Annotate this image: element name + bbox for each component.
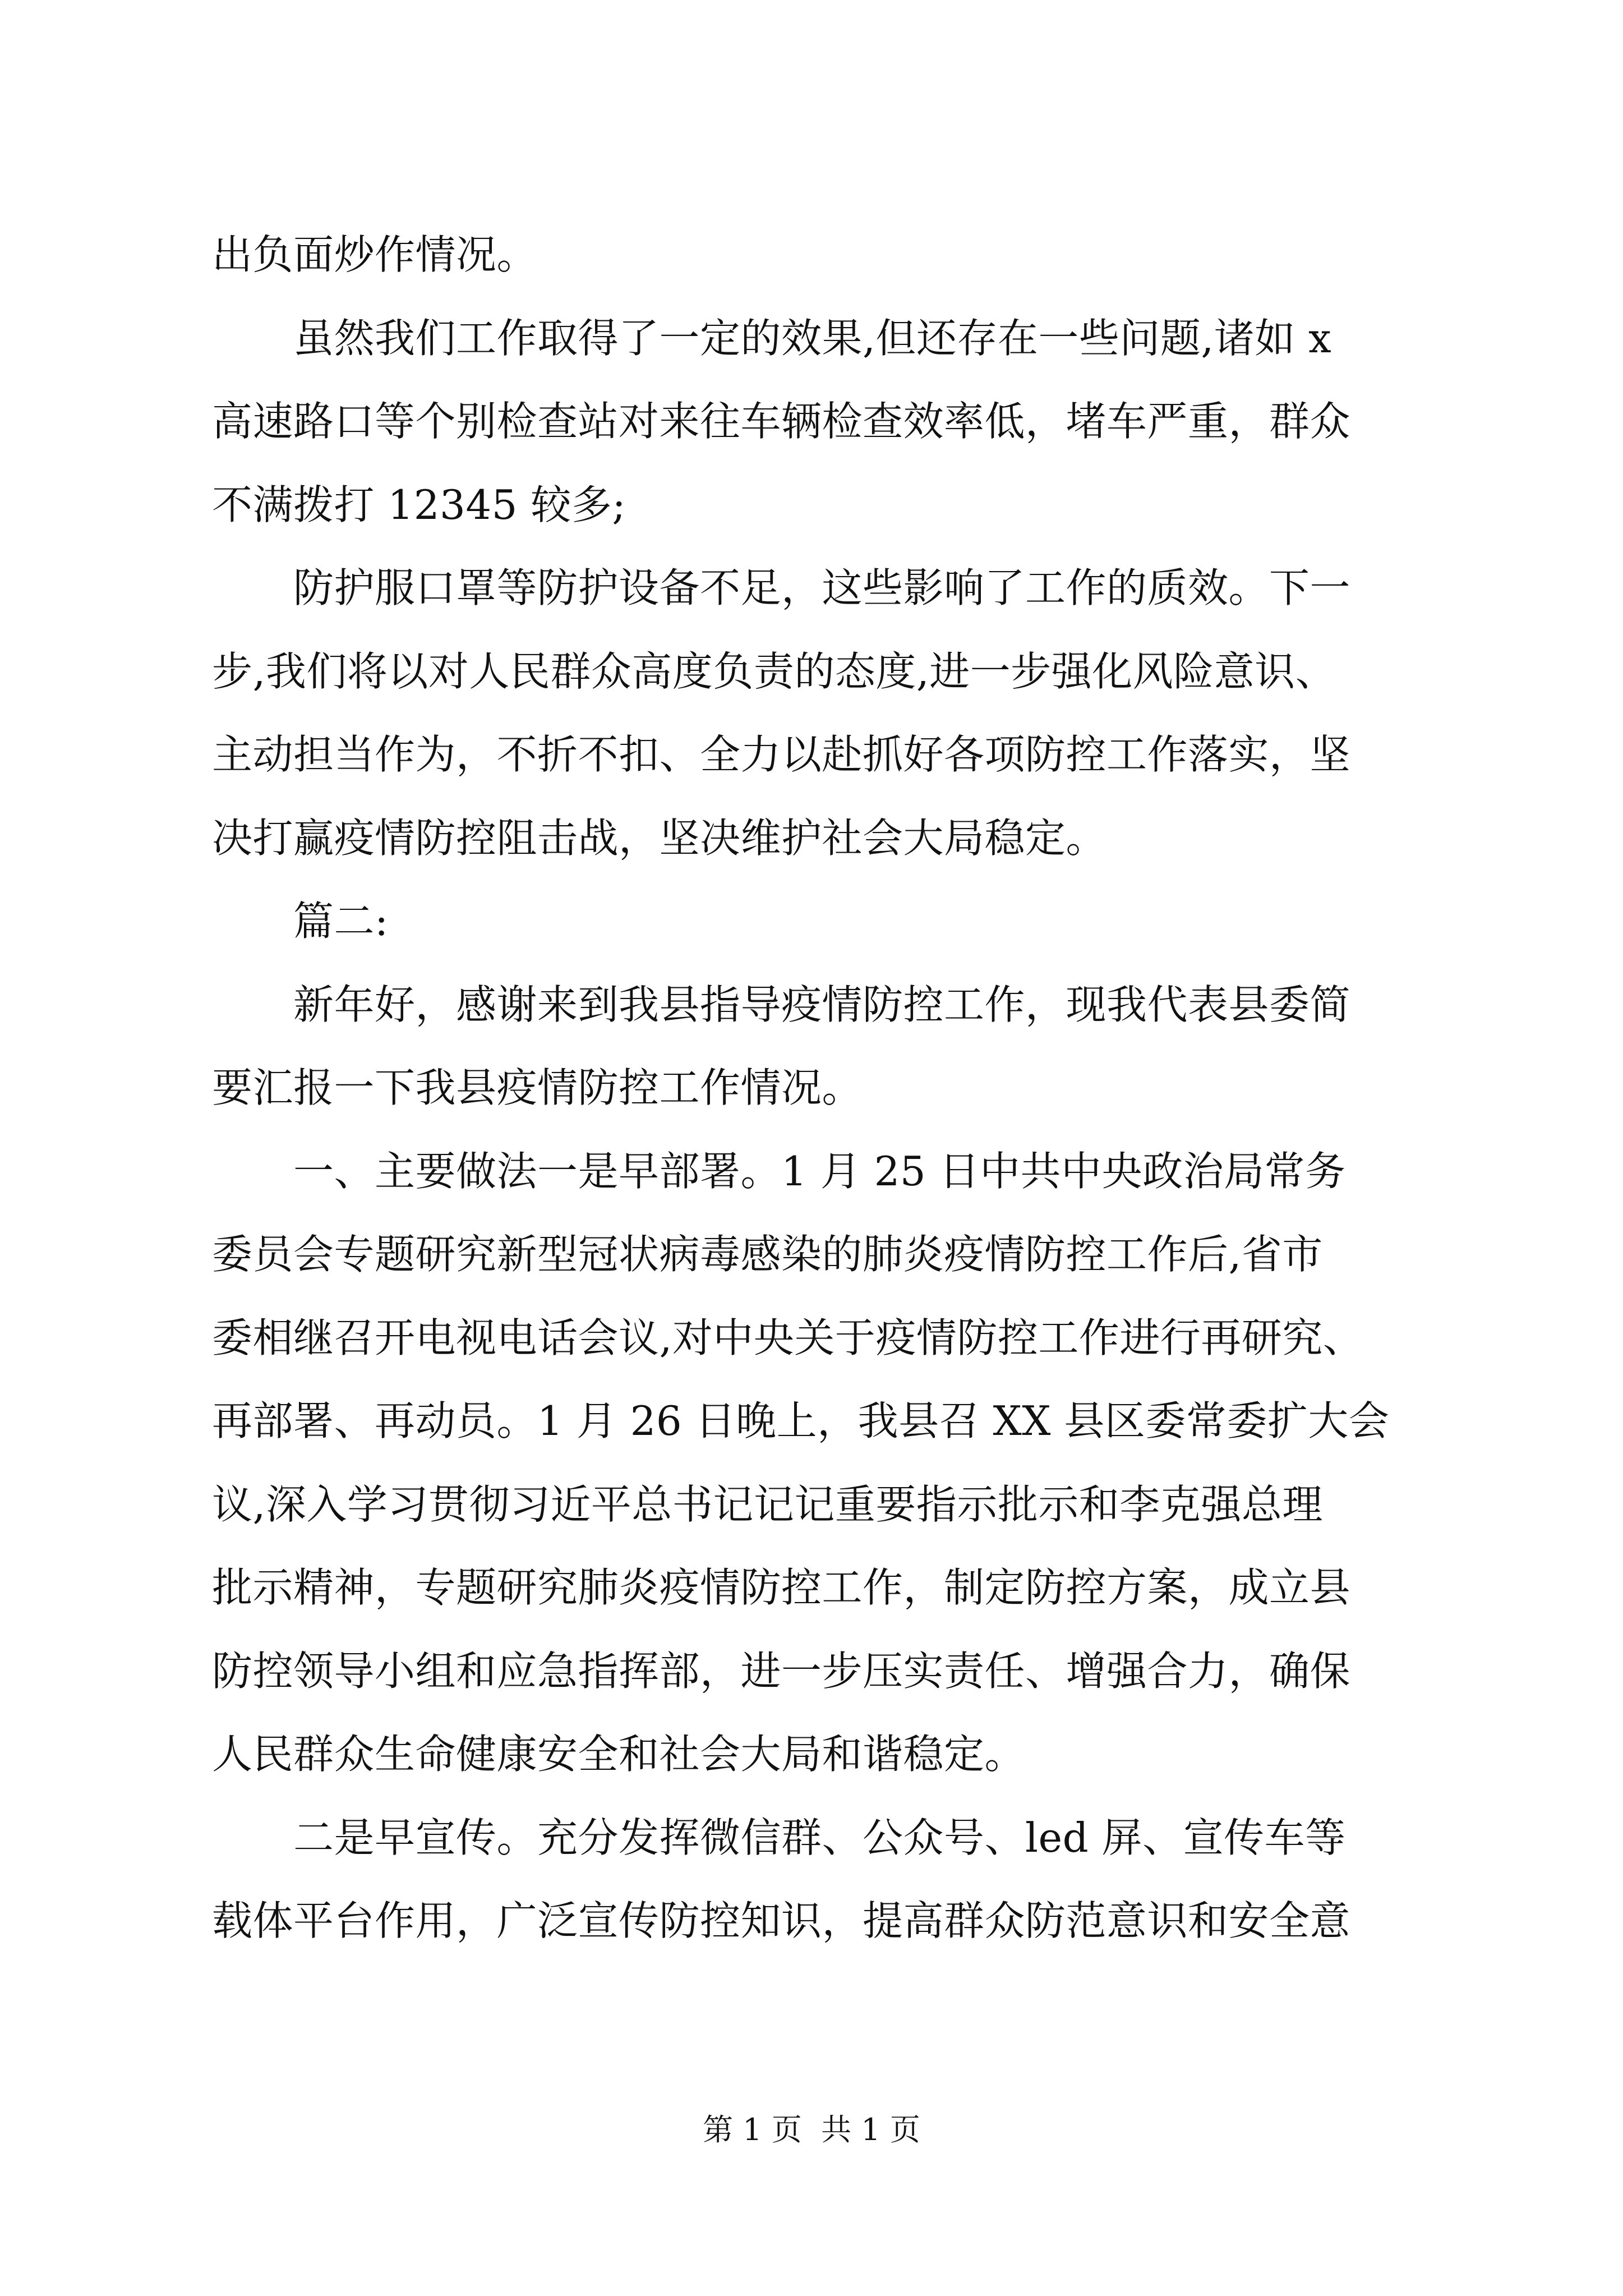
text-line: 人民群众生命健康安全和社会大局和谐稳定。: [212, 1731, 1026, 1778]
text-line: 再部署、再动员。1 月 26 日晚上，我县召 XX 县区委常委扩大会: [212, 1397, 1390, 1444]
text-line: 二是早宣传。充分发挥微信群、公众号、led 屏、宣传车等: [212, 1814, 1346, 1861]
text-line: 高速路口等个别检查站对来往车辆检查效率低，堵车严重，群众: [212, 398, 1351, 445]
text-line: 虽然我们工作取得了一定的效果,但还存在一些问题,诸如 x: [212, 314, 1332, 362]
body-text: [212, 213, 1418, 1963]
text-line: 出负面炒作情况。: [212, 231, 538, 278]
text-line: 不满拨打 12345 较多;: [212, 481, 626, 528]
text-line: 防护服口罩等防护设备不足，这些影响了工作的质效。下一: [212, 564, 1351, 611]
text-line: 决打赢疫情防控阻击战，坚决维护社会大局稳定。: [212, 814, 1107, 862]
text-line: 议,深入学习贯彻习近平总书记记记重要指示批示和李克强总理: [212, 1480, 1323, 1528]
text-line: 批示精神，专题研究肺炎疫情防控工作，制定防控方案，成立县: [212, 1564, 1351, 1611]
section-heading: 篇二:: [212, 898, 389, 945]
text-line: 步,我们将以对人民群众高度负责的态度,进一步强化风险意识、: [212, 647, 1336, 695]
text-line: 要汇报一下我县疫情防控工作情况。: [212, 1064, 863, 1111]
text-line: 一、主要做法一是早部署。1 月 25 日中共中央政治局常务: [212, 1147, 1346, 1195]
text-line: 主动担当作为，不折不扣、全力以赴抓好各项防控工作落实，坚: [212, 731, 1351, 778]
text-line: 载体平台作用，广泛宣传防控知识，提高群众防范意识和安全意: [212, 1897, 1351, 1944]
text-line: 委相继召开电视电话会议,对中央关于疫情防控工作进行再研究、: [212, 1314, 1364, 1361]
text-line: 新年好，感谢来到我县指导疫情防控工作，现我代表县委简: [212, 981, 1351, 1028]
page-footer: 第 1 页 共 1 页: [703, 2112, 920, 2147]
text-line: 防控领导小组和应急指挥部，进一步压实责任、增强合力，确保: [212, 1647, 1351, 1695]
text-line: 委员会专题研究新型冠状病毒感染的肺炎疫情防控工作后,省市: [212, 1231, 1323, 1278]
